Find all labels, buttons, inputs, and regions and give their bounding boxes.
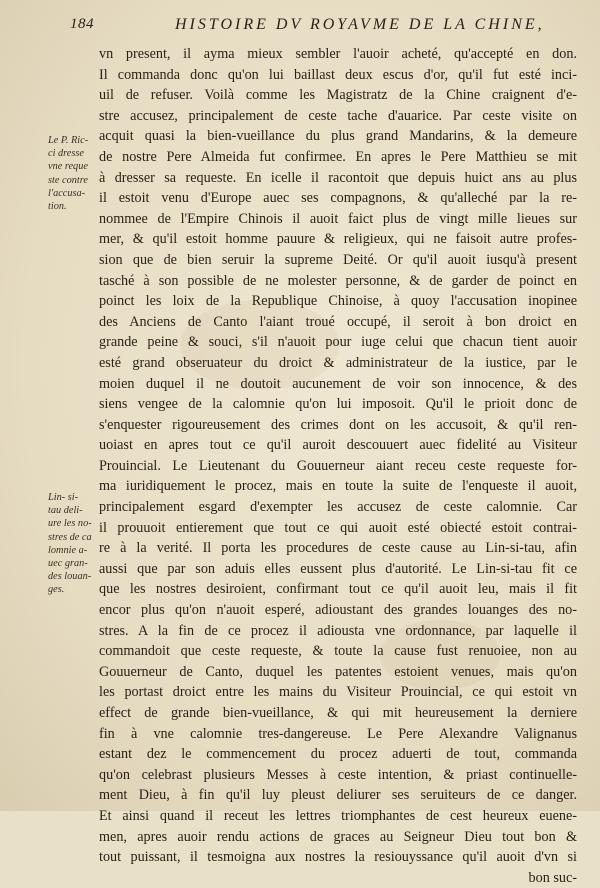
text-line: vn present, il ayma mieux sembler l'auoir acheté, qu'accepté en don. <box>99 46 577 62</box>
text-line: de nostre Pere Almeida fut confirmee. En apres le Pere Matthieu se mit <box>99 148 577 165</box>
margin-note-line: ste contre <box>48 174 88 186</box>
body-text <box>99 44 577 888</box>
text-line: moien duquel il ne doutoit aucunement de voir son innocence, & des <box>99 375 577 392</box>
text-line: il prouuoit entierement que tout ce qui auoit esté obiecté estoit contrai- <box>99 519 577 536</box>
text-line: esté grand obseruateur du droict & administrateur de la iustice, par le <box>99 354 577 371</box>
page-number: 184 <box>70 16 94 32</box>
text-line: des Anciens de Canto l'aiant troué occupé, il seroit à bon droict en <box>99 313 577 330</box>
text-line: uil de refuser. Voilà comme les Magistratz de la Chine craignent d'e- <box>99 87 577 104</box>
text-line: que les nostres desiroient, confirmant tout ce qu'il auoit leu, mais il fit <box>99 581 577 598</box>
text-line: tout puissant, il tesmoigna aux nostres la resiouyssance qu'il auoit d'vn si <box>99 849 577 866</box>
running-title: HISTOIRE DV ROYAVME DE LA CHINE, <box>175 16 545 33</box>
page-header <box>70 16 570 38</box>
margin-note-line: tau deli- <box>48 505 83 517</box>
text-line: effect de grande bien-vueillance, & qui mit heureusement la derniere <box>99 705 577 721</box>
text-line: grande peine & souci, s'il n'auoit pour iuge celui que chacun tient auoir <box>99 334 577 351</box>
margin-note-line: vne reque <box>48 161 88 173</box>
text-line: il estoit venu d'Europe auec ses compagnons, & qu'alleché par la re- <box>99 190 577 207</box>
margin-note-line: l'accusa- <box>48 187 86 199</box>
margin-note-line: ci dresse <box>48 148 84 160</box>
text-line: sion que de bien seruir la supreme Deité. Or qu'il auoit iusqu'à present <box>99 251 577 268</box>
text-line: s'enquester rigoureusement des crimes dont on les accusoit, & qu'il ren- <box>99 416 577 433</box>
margin-note-line: tion. <box>48 201 67 213</box>
margin-note-line: ure les no- <box>48 518 92 530</box>
text-line: fin à vne calomnie tres-dangereuse. Le Pere Alexandre Valignanus <box>99 725 577 742</box>
text-line: ment Dieu, à fin qu'il luy pleust deliurer ses seruiteurs de ce danger. <box>99 787 577 804</box>
text-line: acquit quasi la bien-vueillance du plus grand Mandarins, & la demeure <box>99 128 577 145</box>
text-line: mer, & qu'il estoit homme pauure & religieux, qui ne faisoit autre profes- <box>99 231 577 248</box>
text-line: ma iuridiquement le procez, mais en toute la suite de l'enqueste il auoit, <box>99 478 577 495</box>
text-line: Gouuerneur de Canto, duquel les patentes estoient venues, mais qu'on <box>99 663 577 680</box>
text-line: encor plus qu'on n'auoit esperé, adioustant des grandes louanges des no- <box>99 602 577 619</box>
margin-note-line: ges. <box>48 584 65 596</box>
text-line: stres. A la fin de ce procez il adiousta vne ordonnance, par laquelle il <box>99 622 577 639</box>
text-line: nommee de l'Empire Chinois il auoit faict plus de vingt mille lieues sur <box>99 210 577 227</box>
text-line: principalement esgard d'exempter les accusez de ceste calomnie. Car <box>99 499 577 516</box>
text-line: qu'on celebrast plusieurs Messes à ceste intention, & priast continuelle- <box>99 766 577 783</box>
text-line: siens vengee de la calomnie qu'on lui imposoit. Qu'il le prioit donc de <box>99 396 577 413</box>
text-line: uoiast en apres tout ce qu'il auroit descouuert auec fidelité au Visiteur <box>99 437 577 454</box>
text-line: Il commanda donc qu'on lui baillast deux escus d'or, qu'il fut esté inci- <box>99 66 577 83</box>
margin-note-line: Lin- si- <box>48 492 79 503</box>
margin-note-line: lomnie a- <box>48 544 88 556</box>
text-line: poinct les loix de la Republique Chinoise, à quoy l'accusation inopinee <box>99 293 577 310</box>
margin-note-line: stres de ca <box>48 531 92 543</box>
text-line: aussi que par son aduis elles eussent plus d'autorité. Le Lin-si-tau fit ce <box>99 560 577 577</box>
text-line: re à la verité. Il porta les procedures de ceste cause au Lin-si-tau, afin <box>99 540 577 557</box>
text-line: estant dez le commencement du procez aduerti de tout, commanda <box>99 746 577 763</box>
text-line: tasché à son possible de ne molester personne, & de garder de poinct en <box>99 272 577 289</box>
text-line: men, apres auoir rendu actions de graces au Seigneur Dieu tout bon & <box>99 828 577 845</box>
text-line: bon suc- <box>528 869 577 886</box>
text-line: stre accusez, principalement de ceste tache d'auarice. Par ceste visite on <box>99 107 577 124</box>
text-line: Prouincial. Le Lieutenant du Gouuerneur aiant receu ceste requeste for- <box>99 457 577 474</box>
text-line: les portast droict entre les mains du Visiteur Prouincial, ce qui estoit vn <box>99 684 577 701</box>
margin-note-line: uec gran- <box>48 558 88 570</box>
text-line: à dresser sa requeste. En icelle il racontoit que depuis huict ans au plus <box>99 169 577 186</box>
text-line: Et ainsi quand il receut les lettres triomphantes de cest heureux euene- <box>99 807 577 824</box>
margin-note-line: des louan- <box>48 571 92 583</box>
margin-note-line: Le P. Ric- <box>48 135 89 146</box>
text-line: commandoit que ceste requeste, & toute la cause fust renuoiee, non au <box>99 643 577 660</box>
